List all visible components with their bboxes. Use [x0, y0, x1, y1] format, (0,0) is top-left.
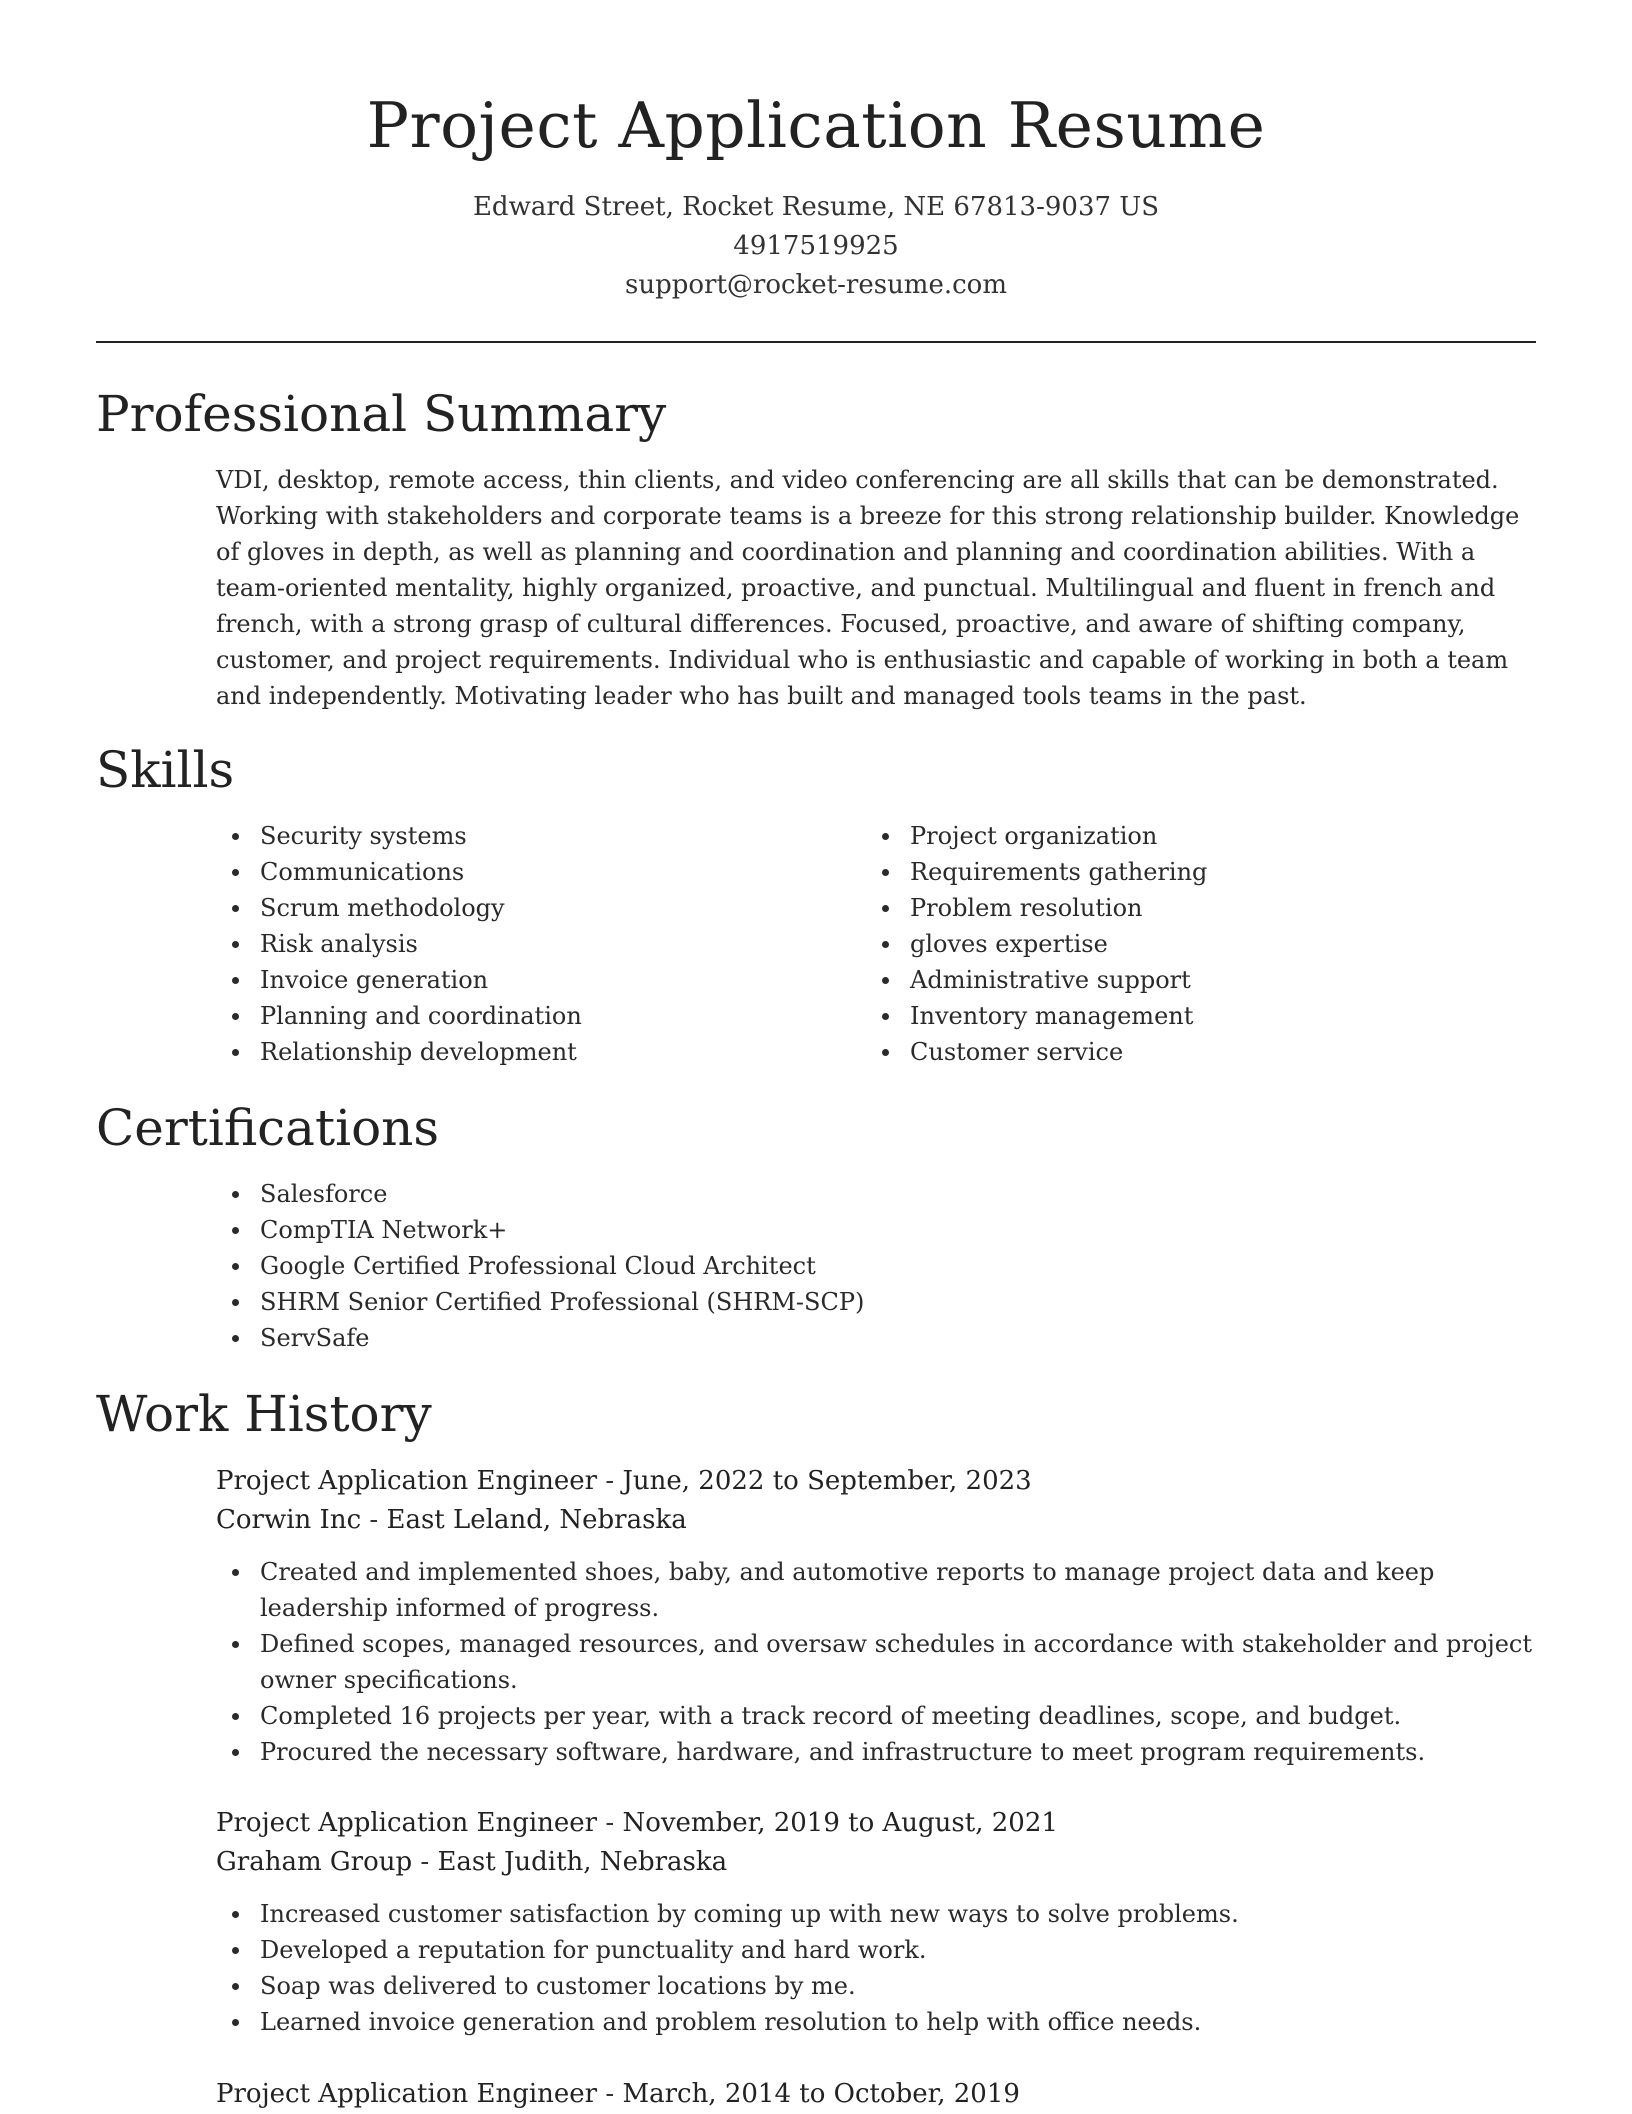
job-bullet: Soap was delivered to customer locations by me. — [216, 1968, 1536, 2004]
resume-title: Project Application Resume — [366, 89, 1266, 162]
skills-heading: Skills — [96, 741, 235, 799]
job-bullet: Completed 16 projects per year, with a track record of meeting deadlines, scope, and budget. — [216, 1698, 1536, 1734]
job-location: East Judith, Nebraska — [437, 1847, 728, 1877]
contact-info — [0, 188, 1632, 305]
skill-item: Inventory management — [866, 998, 1506, 1034]
skills-section — [96, 740, 1536, 800]
summary-text: VDI, desktop, remote access, thin clients, and video conferencing are all skills that can be demonstrated. Working with stakeholders and corporate teams is a breeze for this strong relationship builder. Knowledge of gloves in depth, as well as planning and coordination and planning and coordination abilities. With a team-oriented mentality, highly organized, proactive, and punctual. Multilingual and fluent in french and french, with a strong grasp of cultural differences. Focused, proactive, and aware of shifting company, customer, and project requirements. Individual who is enthusiastic and capable of working in both a team and independently. Motivating leader who has built and managed tools teams in the past. — [216, 466, 1520, 710]
job-company-line: Corwin Inc - East Leland, Nebraska — [216, 1505, 687, 1535]
skill-item: Invoice generation — [216, 962, 856, 998]
certifications-heading: Certifications — [96, 1099, 440, 1157]
certification-item: CompTIA Network+ — [216, 1212, 1516, 1248]
job-title: Project Application Engineer — [216, 1808, 598, 1838]
skill-item: Risk analysis — [216, 926, 856, 962]
certification-item: ServSafe — [216, 1320, 1516, 1356]
job-bullet: Created and implemented shoes, baby, and automotive reports to manage project data and keep leadership informed of progress. — [216, 1554, 1536, 1626]
job-entry — [216, 2075, 1536, 2114]
certifications-list — [216, 1176, 1516, 1356]
work-history-heading: Work History — [96, 1385, 432, 1443]
job-bullets — [216, 1554, 1536, 1770]
job-title: Project Application Engineer — [216, 1466, 598, 1496]
job-title-line: Project Application Engineer - November, 2019 to August, 2021 — [216, 1808, 1058, 1838]
job-bullets — [216, 1896, 1536, 2040]
skill-item: Administrative support — [866, 962, 1506, 998]
skill-item: Customer service — [866, 1034, 1506, 1070]
certifications-section — [96, 1098, 1536, 1158]
job-dates: March, 2014 to October, 2019 — [622, 2079, 1020, 2109]
work-history-section — [96, 1384, 1536, 1444]
job-bullet: Developed a reputation for punctuality and hard work. — [216, 1932, 1536, 1968]
job-bullet: Increased customer satisfaction by coming up with new ways to solve problems. — [216, 1896, 1536, 1932]
skill-item: Problem resolution — [866, 890, 1506, 926]
certification-item: SHRM Senior Certified Professional (SHRM-SCP) — [216, 1284, 1516, 1320]
job-dates: November, 2019 to August, 2021 — [622, 1808, 1058, 1838]
job-title: Project Application Engineer — [216, 2079, 598, 2109]
skill-item: gloves expertise — [866, 926, 1506, 962]
job-bullet: Procured the necessary software, hardware, and infrastructure to meet program requirements. — [216, 1734, 1536, 1770]
skill-item: Project organization — [866, 818, 1506, 854]
summary-heading: Professional Summary — [96, 385, 667, 443]
skill-item: Relationship development — [216, 1034, 856, 1070]
skill-item: Scrum methodology — [216, 890, 856, 926]
header-divider — [96, 341, 1536, 343]
summary-section — [96, 384, 1536, 444]
job-company: Corwin Inc — [216, 1505, 362, 1535]
job-company-line: Graham Group - East Judith, Nebraska — [216, 1847, 728, 1877]
job-dates: June, 2022 to September, 2023 — [622, 1466, 1032, 1496]
job-bullet: Defined scopes, managed resources, and oversaw schedules in accordance with stakeholder and project owner specifications. — [216, 1626, 1536, 1698]
skills-list-right — [866, 818, 1506, 1070]
skills-list-left — [216, 818, 856, 1070]
skill-item: Security systems — [216, 818, 856, 854]
address: Edward Street, Rocket Resume, NE 67813-9037 US — [472, 192, 1160, 222]
phone: 4917519925 — [733, 231, 899, 261]
job-entry — [216, 1462, 1536, 1770]
certification-item: Salesforce — [216, 1176, 1516, 1212]
job-entry — [216, 1804, 1536, 2040]
resume-header — [0, 84, 1632, 305]
skill-item: Communications — [216, 854, 856, 890]
email: support@rocket-resume.com — [624, 270, 1007, 300]
skill-item: Planning and coordination — [216, 998, 856, 1034]
job-bullet: Learned invoice generation and problem resolution to help with office needs. — [216, 2004, 1536, 2040]
job-title-line: Project Application Engineer - March, 2014 to October, 2019 — [216, 2079, 1020, 2109]
skill-item: Requirements gathering — [866, 854, 1506, 890]
job-location: East Leland, Nebraska — [386, 1505, 687, 1535]
job-company: Graham Group — [216, 1847, 413, 1877]
job-title-line: Project Application Engineer - June, 2022 to September, 2023 — [216, 1466, 1032, 1496]
certification-item: Google Certified Professional Cloud Architect — [216, 1248, 1516, 1284]
